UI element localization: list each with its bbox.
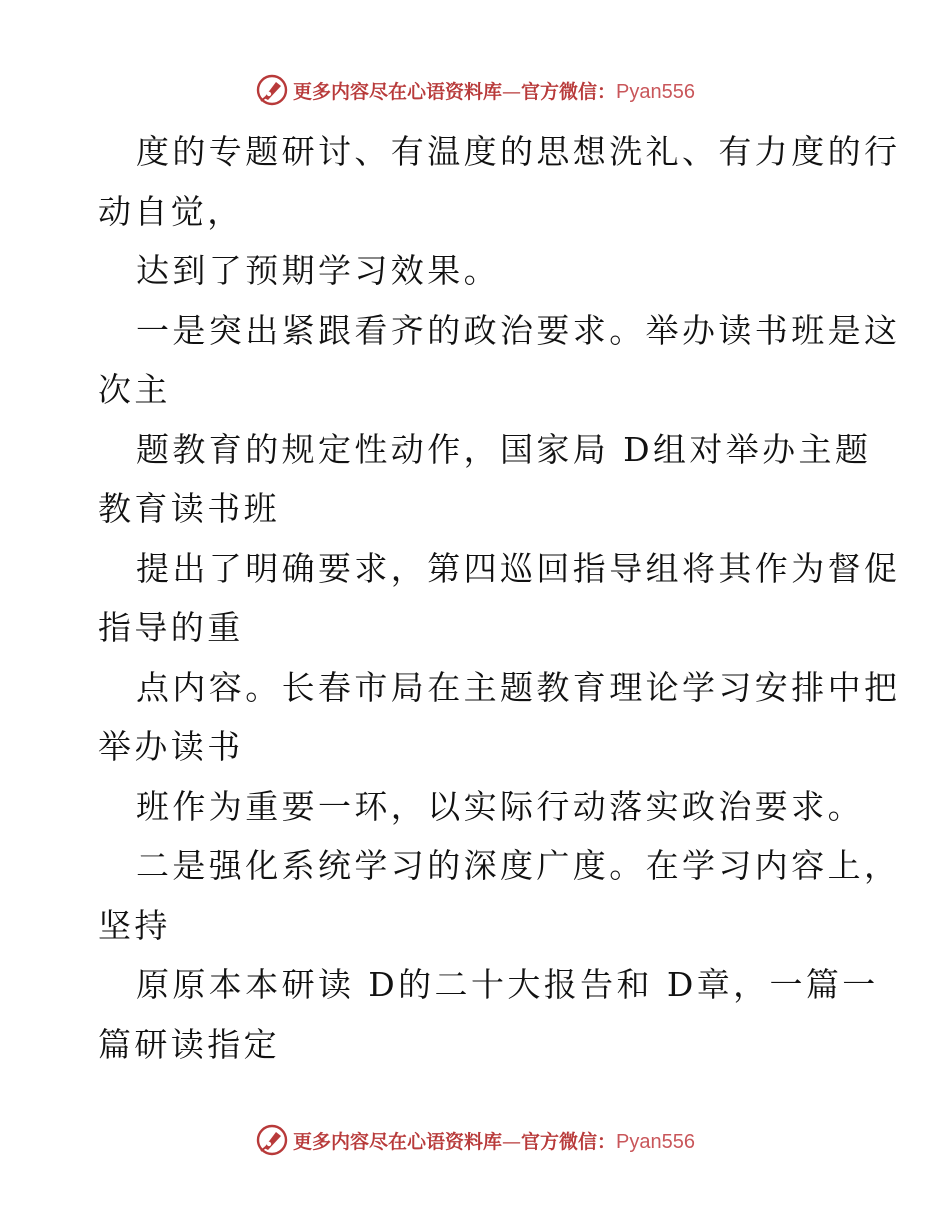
banner-main-text: 更多内容尽在心语资料库 [293,80,503,103]
body-line: 原原本本研读 D的二十大报告和 D章，一篇一 [136,965,879,1004]
body-line: 度的专题研讨、有温度的思想洗礼、有力度的行 [136,132,901,171]
body-line: 一是突出紧跟看齐的政治要求。举办读书班是这 [136,310,901,350]
body-line: 篇研读指定 [98,1024,280,1064]
banner-main-text: 更多内容尽在心语资料库 [293,1130,503,1153]
footer-banner [0,1120,950,1160]
banner-wechat-label: 官方微信： [521,80,617,103]
body-line: 动自觉， [98,191,244,231]
banner-dash: — [502,80,522,103]
body-line: 题教育的规定性动作，国家局 D组对举办主题 [136,429,872,469]
body-line: 指导的重 [98,608,244,647]
body-line: 达到了预期学习效果。 [136,251,500,290]
banner-wechat-id: Pyan556 [616,80,695,103]
banner-wechat-label: 官方微信： [521,1130,617,1153]
pen-nib-logo-icon [255,1123,289,1157]
pen-nib-logo-icon [255,73,289,107]
body-line: 次主 [98,370,171,409]
body-line: 点内容。长春市局在主题教育理论学习安排中把 [136,667,901,707]
body-line: 班作为重要一环，以实际行动落实政治要求。 [136,786,864,826]
banner-text [293,77,695,104]
body-line: 坚持 [98,905,171,945]
header-banner [0,70,950,110]
body-line: 提出了明确要求，第四巡回指导组将其作为督促 [136,548,901,588]
document-body [98,122,901,1074]
body-line: 教育读书班 [98,489,280,528]
body-line: 二是强化系统学习的深度广度。在学习内容上， [136,846,901,885]
banner-wechat-id: Pyan556 [616,1130,695,1153]
banner-dash: — [502,1130,522,1153]
banner-text [293,1127,695,1154]
body-line: 举办读书 [98,727,244,766]
